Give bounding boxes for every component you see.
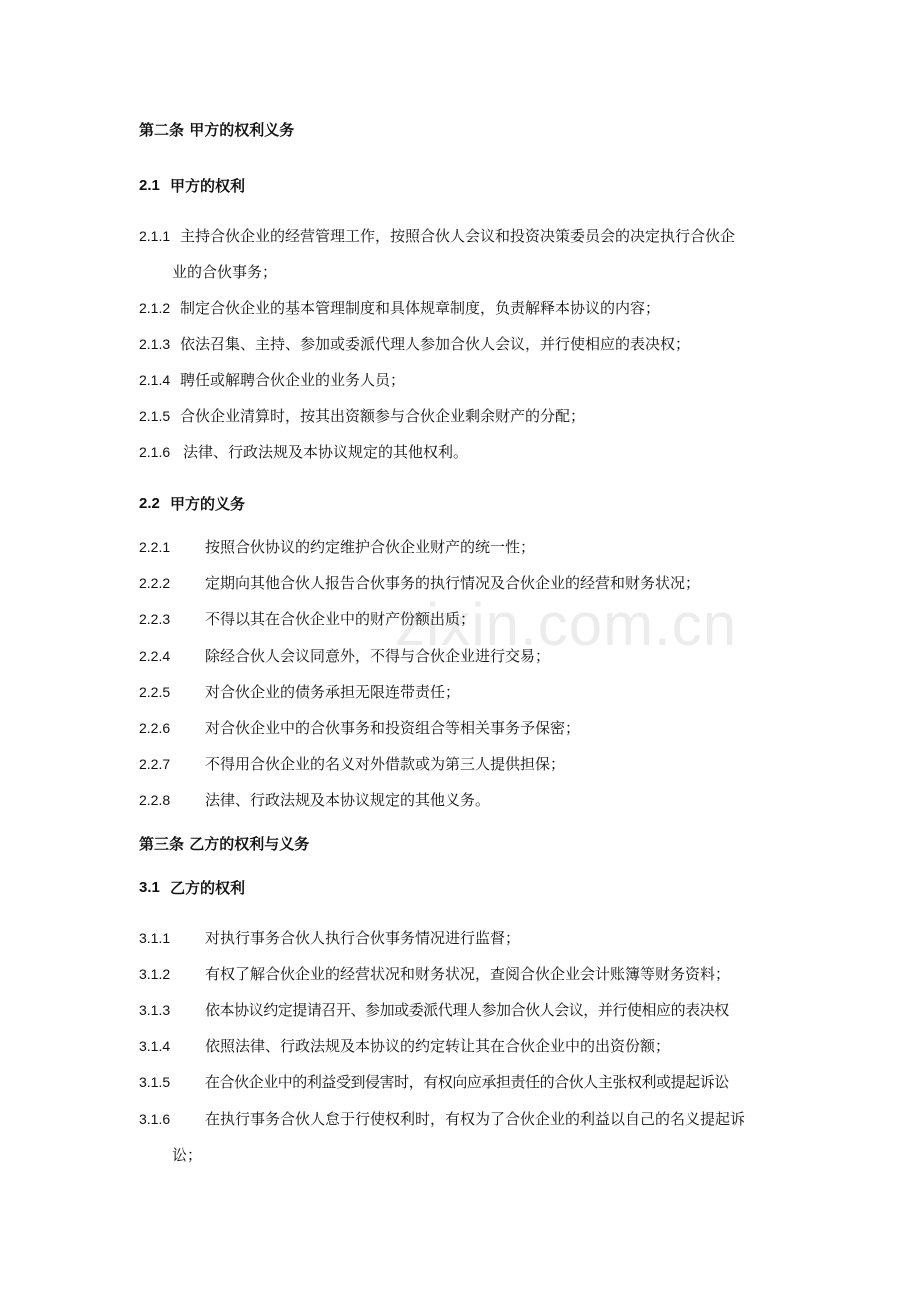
clause-text: 对合伙企业中的合伙事务和投资组合等相关事务予保密； bbox=[205, 719, 581, 737]
clause-text: 对合伙企业的债务承担无限连带责任； bbox=[205, 683, 461, 701]
section-title: 乙方的权利 bbox=[170, 879, 246, 897]
clause-text: 法律、行政法规及本协议规定的其他义务。 bbox=[205, 791, 491, 809]
clause-text-continuation: 业的合伙事务； bbox=[172, 263, 278, 281]
clause-number: 3.1.5 bbox=[139, 1074, 171, 1090]
clause-number: 3.1.2 bbox=[139, 966, 171, 982]
clause-text: 制定合伙企业的基本管理制度和具体规章制度，负责解释本协议的内容； bbox=[180, 299, 661, 317]
clause-number: 2.2.8 bbox=[139, 792, 171, 808]
clause-text: 对执行事务合伙人执行合伙事务情况进行监督； bbox=[205, 929, 521, 947]
clause-number: 3.1.1 bbox=[139, 930, 171, 946]
article-3-title: 第三条 乙方的权利与义务 bbox=[139, 835, 310, 853]
watermark: zixin.com.cn bbox=[395, 591, 738, 658]
clause-text: 定期向其他合伙人报告合伙事务的执行情况及合伙企业的经营和财务状况； bbox=[205, 574, 701, 592]
clause-number: 2.2.7 bbox=[139, 756, 171, 772]
clause-text: 在合伙企业中的利益受到侵害时，有权向应承担责任的合伙人主张权利或提起诉讼 bbox=[205, 1073, 729, 1091]
clause-text: 有权了解合伙企业的经营状况和财务状况，查阅合伙企业会计账簿等财务资料； bbox=[205, 965, 731, 983]
clause-text: 依照法律、行政法规及本协议的约定转让其在合伙企业中的出资份额； bbox=[205, 1037, 671, 1055]
section-title: 甲方的义务 bbox=[170, 495, 246, 513]
clause-text: 在执行事务合伙人怠于行使权利时，有权为了合伙企业的利益以自己的名义提起诉 bbox=[205, 1110, 746, 1128]
clause-text: 聘任或解聘合伙企业的业务人员； bbox=[180, 371, 406, 389]
clause-number: 2.2.6 bbox=[139, 720, 171, 736]
clause-text: 合伙企业清算时，按其出资额参与合伙企业剩余财产的分配； bbox=[180, 407, 586, 425]
clause-number: 2.1.6 bbox=[139, 444, 171, 460]
section-number: 2.1 bbox=[139, 177, 160, 194]
section-number: 2.2 bbox=[139, 495, 160, 512]
section-title: 甲方的权利 bbox=[170, 177, 246, 195]
clause-number: 2.2.1 bbox=[139, 539, 171, 555]
clause-text: 不得以其在合伙企业中的财产份额出质； bbox=[205, 610, 476, 628]
clause-number: 2.1.3 bbox=[139, 336, 171, 352]
clause-number: 2.2.3 bbox=[139, 611, 171, 627]
clause-number: 3.1.4 bbox=[139, 1038, 171, 1054]
clause-text-continuation: 讼； bbox=[172, 1146, 203, 1164]
clause-text: 依法召集、主持、参加或委派代理人参加合伙人会议，并行使相应的表决权； bbox=[180, 335, 691, 353]
clause-text: 法律、行政法规及本协议规定的其他权利。 bbox=[183, 443, 469, 461]
clause-number: 3.1.6 bbox=[139, 1111, 171, 1127]
clause-number: 2.1.5 bbox=[139, 408, 171, 424]
clause-text: 除经合伙人会议同意外，不得与合伙企业进行交易； bbox=[205, 647, 551, 665]
clause-number: 2.2.4 bbox=[139, 648, 171, 664]
clause-text: 主持合伙企业的经营管理工作，按照合伙人会议和投资决策委员会的决定执行合伙企 bbox=[180, 227, 736, 245]
clause-number: 2.1.4 bbox=[139, 372, 171, 388]
article-2-title: 第二条 甲方的权利义务 bbox=[139, 121, 295, 139]
clause-number: 2.1.2 bbox=[139, 300, 171, 316]
clause-number: 3.1.3 bbox=[139, 1002, 171, 1018]
clause-text: 按照合伙协议的约定维护合伙企业财产的统一性； bbox=[205, 538, 536, 556]
clause-text: 不得用合伙企业的名义对外借款或为第三人提供担保； bbox=[205, 755, 566, 773]
clause-number: 2.2.2 bbox=[139, 575, 171, 591]
clause-text: 依本协议约定提请召开、参加或委派代理人参加合伙人会议，并行使相应的表决权 bbox=[205, 1001, 729, 1019]
clause-number: 2.1.1 bbox=[139, 228, 171, 244]
clause-number: 2.2.5 bbox=[139, 684, 171, 700]
section-number: 3.1 bbox=[139, 879, 160, 896]
